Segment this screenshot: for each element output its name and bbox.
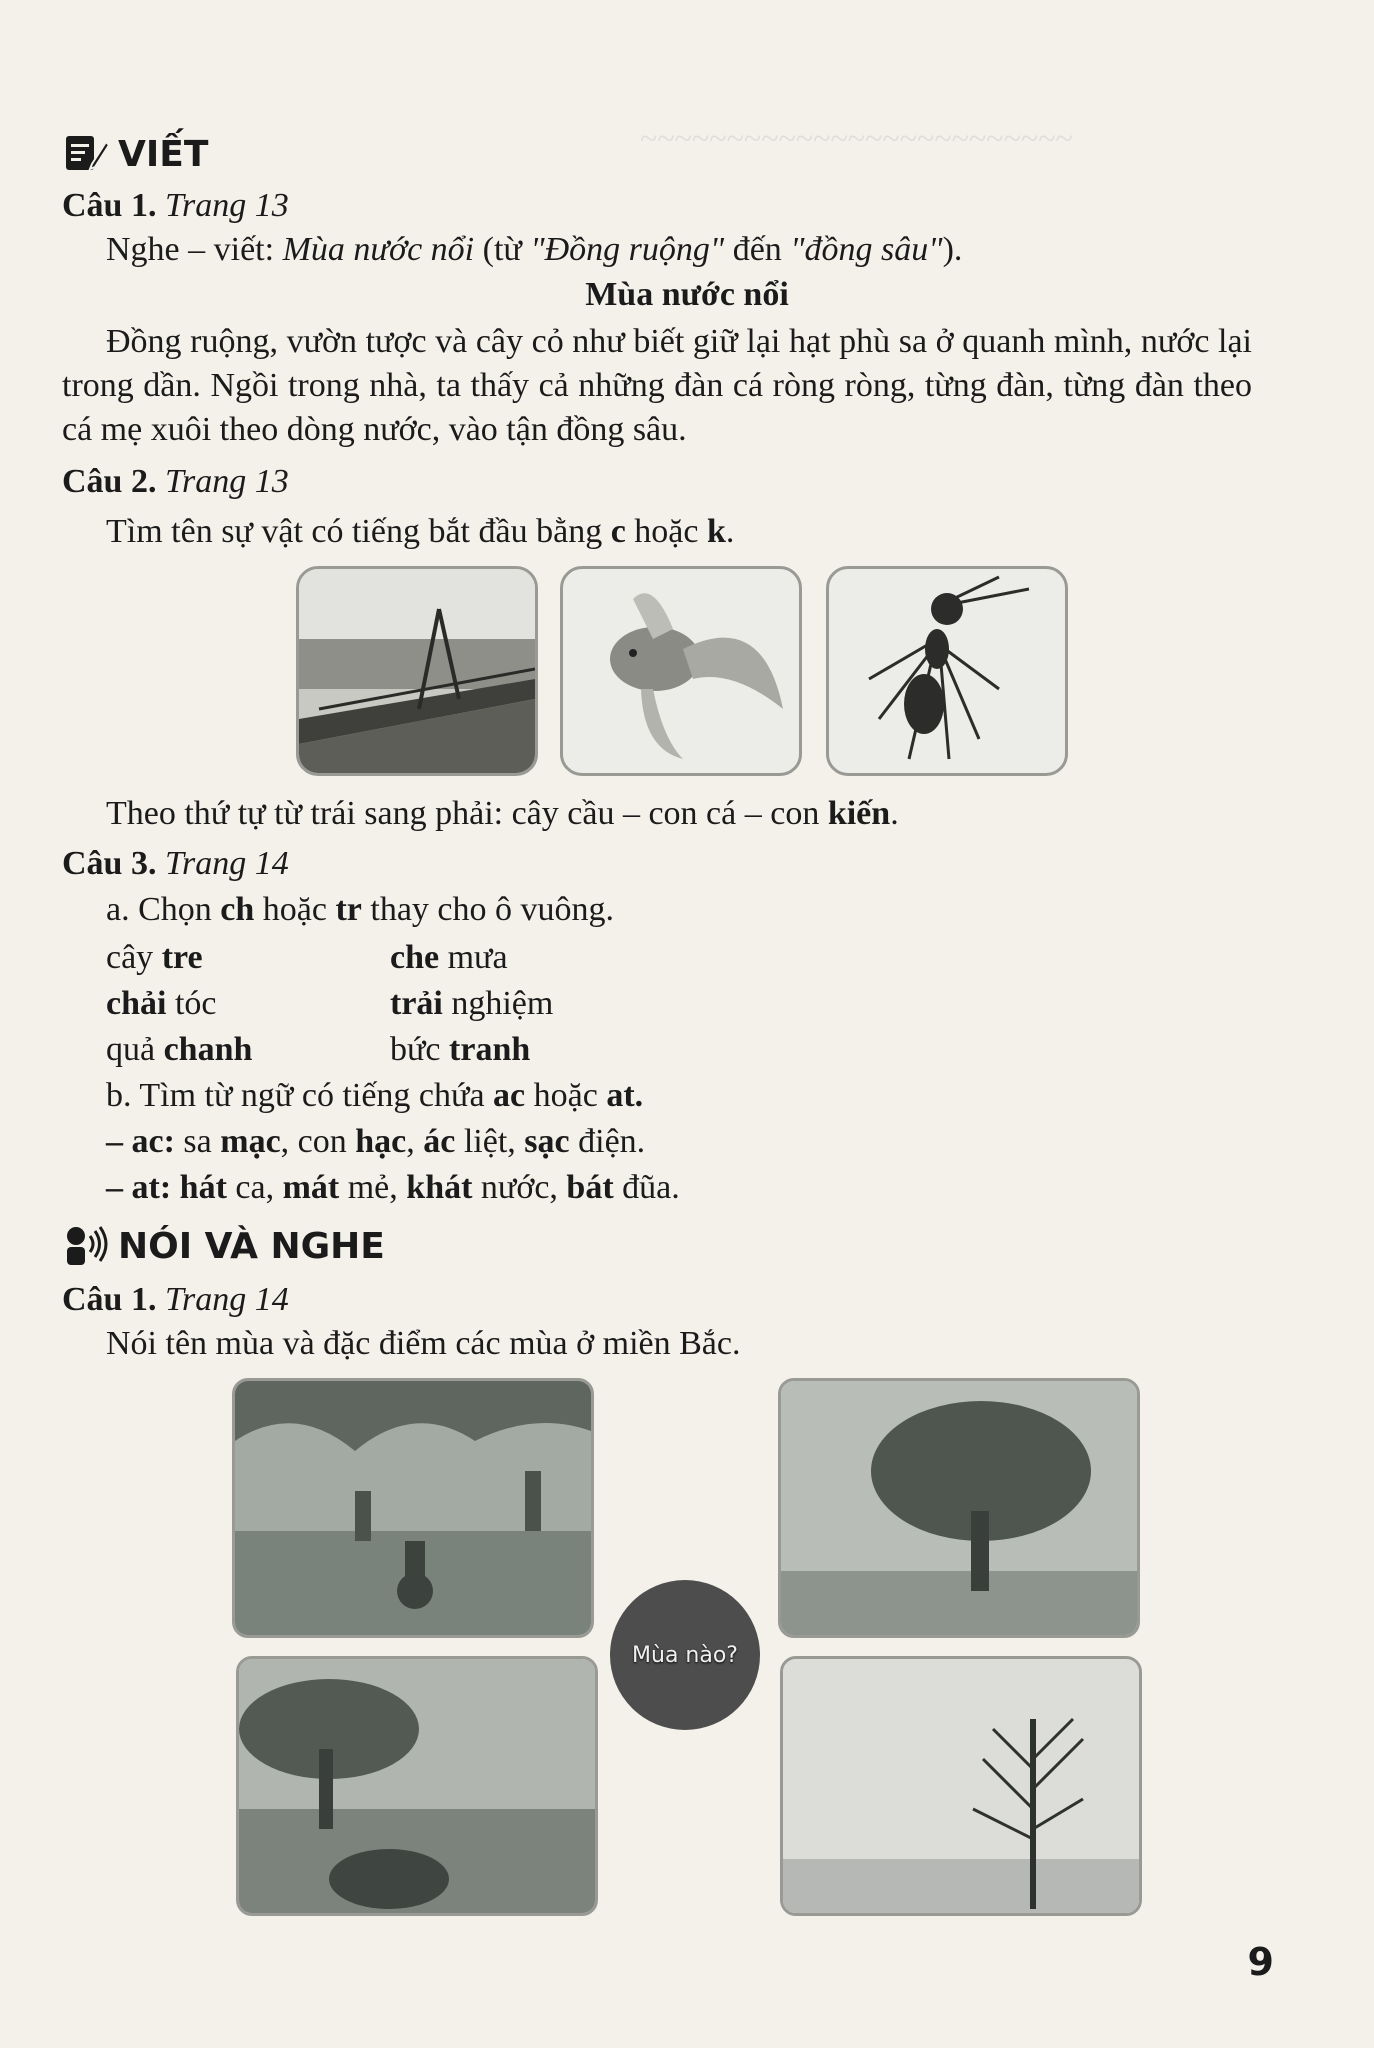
word-pair-right-1: che mưa (390, 939, 508, 976)
bridge-image (296, 566, 538, 776)
spring-scene-illustration (235, 1381, 591, 1635)
speaker-icon (62, 1222, 110, 1270)
spring-scene-image (232, 1378, 594, 1638)
answer-ac-line: – ac: sa mạc, con hạc, ác liệt, sạc điện. (106, 1123, 646, 1160)
section-noi-nghe-title: NÓI VÀ NGHE (118, 1225, 385, 1267)
question-3b-instruction: b. Tìm từ ngữ có tiếng chứa ac hoặc at. (106, 1077, 644, 1114)
question-2-header: Câu 2. Trang 13 (62, 463, 289, 500)
bridge-illustration (299, 569, 535, 773)
question-label: Câu 1. (62, 187, 157, 224)
page-number: 9 (1247, 1940, 1274, 1984)
word-pair-left-1: cây tre (106, 939, 203, 976)
goldfish-illustration (563, 569, 799, 773)
word-pair-left-2: chải tóc (106, 985, 217, 1022)
word-pair-left-3: quả chanh (106, 1031, 253, 1068)
autumn-scene-image (236, 1656, 598, 1916)
section-noi-nghe-heading (62, 1222, 385, 1270)
question-3a-instruction: a. Chọn ch hoặc tr thay cho ô vuông. (106, 891, 615, 928)
word-pair-right-2: trải nghiệm (390, 985, 554, 1022)
autumn-scene-illustration (239, 1659, 595, 1913)
question-2-answer: Theo thứ tự từ trái sang phải: cây cầu – con cá – con kiến. (106, 795, 899, 832)
question-1-instruction: Nghe – viết: Mùa nước nổi (từ "Đồng ruộng" đến "đồng sâu"). (106, 231, 963, 268)
pencil-icon (62, 130, 110, 178)
summer-scene-illustration (781, 1381, 1137, 1635)
section-viet-heading (62, 130, 208, 178)
which-season-bubble: Mùa nào? (610, 1580, 760, 1730)
fish-image (560, 566, 802, 776)
section-viet-title: VIẾT (118, 133, 209, 175)
ant-illustration (829, 569, 1065, 773)
winter-scene-illustration (783, 1659, 1139, 1913)
question-page: Trang 13 (164, 187, 289, 224)
question-1-header (62, 184, 289, 228)
ant-image (826, 566, 1068, 776)
dictation-title: Mùa nước nổi (585, 276, 789, 313)
question-3-header: Câu 3. Trang 14 (62, 845, 289, 882)
answer-at-line: – at: hát ca, mát mẻ, khát nước, bát đũa. (106, 1169, 680, 1206)
question-2-instruction: Tìm tên sự vật có tiếng bắt đầu bằng c hoặc k. (106, 513, 735, 550)
speaking-question-1-instruction: Nói tên mùa và đặc điểm các mùa ở miền Bắc. (106, 1325, 741, 1362)
winter-scene-image (780, 1656, 1142, 1916)
summer-scene-image (778, 1378, 1140, 1638)
dictation-paragraph: Đồng ruộng, vườn tược và cây cỏ như biết giữ lại hạt phù sa ở quanh mình, nước lại trong dần. Ngồi trong nhà, ta thấy cả những đàn cá ròng ròng, từng đàn, từng đàn theo cá mẹ xuôi theo dòng nước, vào tận đồng sâu. (62, 323, 1252, 448)
bleed-through: ~~~~~~~~~~~~~~~~~~~~~~~~~ (640, 120, 1073, 156)
speaking-question-1-header: Câu 1. Trang 14 (62, 1281, 289, 1318)
word-pair-right-3: bức tranh (390, 1031, 531, 1068)
